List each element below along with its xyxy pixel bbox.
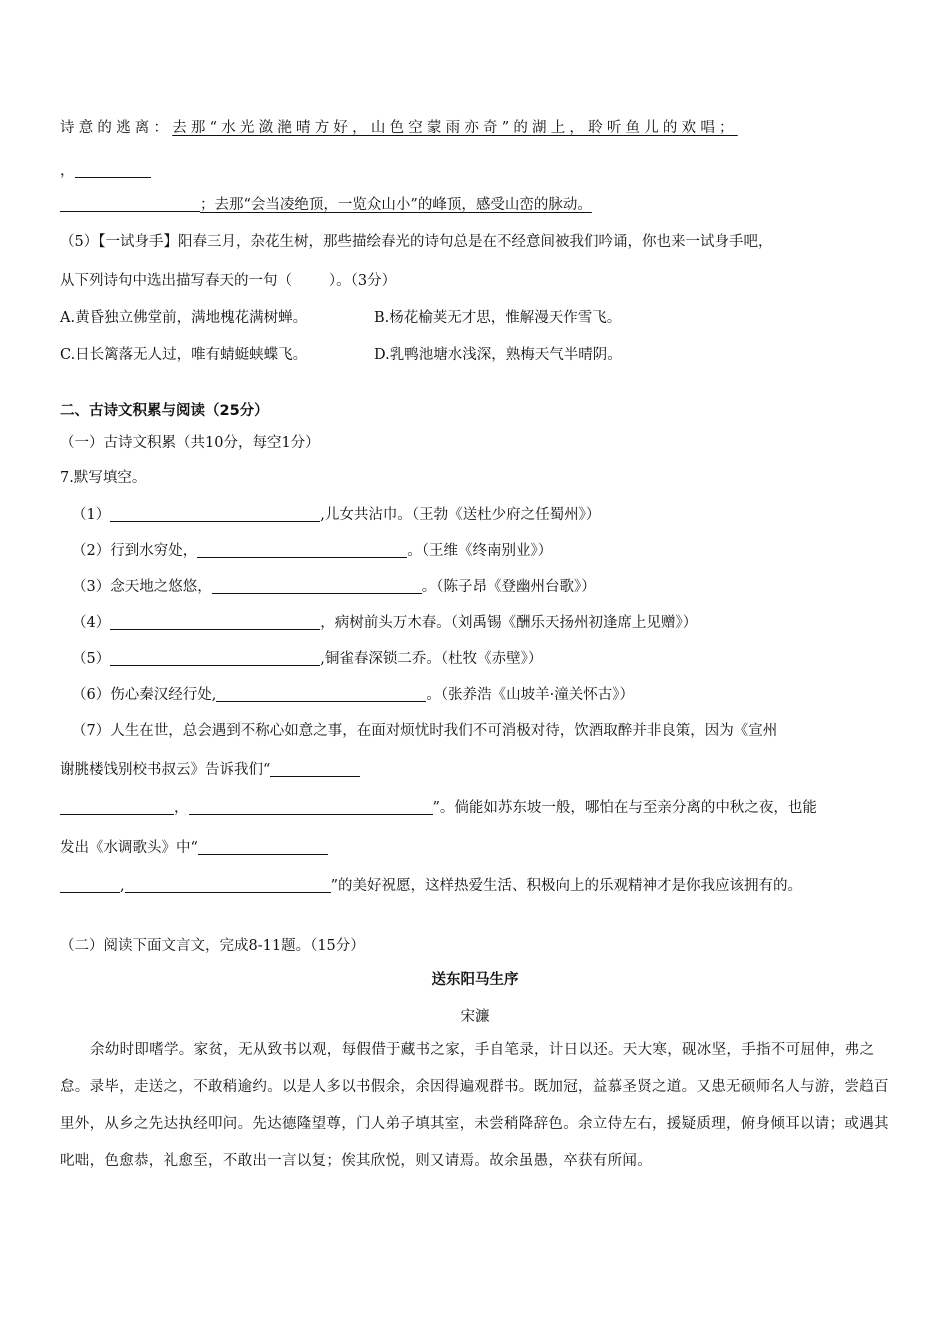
q7-item-2: （2）行到水穷处， 。（王维《终南别业》） [72, 543, 553, 559]
answer-blank[interactable] [110, 651, 320, 667]
answer-blank[interactable] [197, 543, 407, 559]
section-2-title: 二、古诗文积累与阅读（25分） [60, 403, 269, 419]
q7-item-7-line3: ， ”。倘能如苏东坡一般，哪怕在与至亲分离的中秋之夜，也能 [60, 796, 817, 817]
q6-5-prompt-line2: 从下列诗句中选出描写春天的一句（ ）。（3分） [60, 273, 397, 289]
option-b[interactable]: B.杨花榆荚无才思，惟解漫天作雪飞。 [374, 310, 622, 326]
answer-blank[interactable] [189, 800, 433, 816]
q7-item-3: （3）念天地之悠悠， 。（陈子昂《登幽州台歌》） [72, 579, 596, 595]
q7-item-5: （5） ,铜雀春深锁二乔。（杜牧《赤壁》） [72, 651, 543, 667]
answer-blank[interactable] [125, 878, 331, 894]
answer-blank[interactable] [198, 840, 328, 856]
q7-item-7-line4: 发出《水调歌头》中“ [60, 836, 328, 857]
section-2-sub2: （二）阅读下面文言文，完成8-11题。（15分） [60, 938, 365, 954]
answer-blank[interactable] [216, 687, 426, 703]
answer-blank[interactable] [75, 163, 151, 179]
q6-poetic-line1: 诗意的逃离：去那“水光潋滟晴方好，山色空蒙雨亦奇”的湖上，聆听鱼儿的欢唱； [60, 120, 738, 136]
answer-blank[interactable] [110, 507, 320, 523]
passage-author: 宋濂 [460, 1009, 490, 1025]
section-2-sub1: （一）古诗文积累（共10分，每空1分） [60, 435, 320, 451]
option-c[interactable]: C.日长篱落无人过，唯有蜻蜓蛱蝶飞。 [60, 347, 308, 363]
passage-text: 余幼时即嗜学。家贫，无从致书以观，每假借于藏书之家，手自笔录，计日以还。天大寒，砚冰坚，手指不可屈伸，弗之怠。录毕，走送之，不敢稍逾约。以是人多以书假余，余因得遍观群书。既加冠，益慕圣贤之道。又患无硕师名人与游，尝趋百里外，从乡之先达执经叩问。先达德隆望尊，门人弟子填其室，未尝稍降辞色。余立侍左右，援疑质理，俯身倾耳以请；或遇其叱咄，色愈恭，礼愈至，不敢出一言以复；俟其欣悦，则又请焉。故余虽愚，卒获有所闻。 [60, 1042, 889, 1169]
q6-poetic-line3: ；去那“会当凌绝顶，一览众山小”的峰顶，感受山峦的脉动。 [60, 193, 592, 214]
q7-item-7-line5: , ”的美好祝愿，这样热爱生活、积极向上的乐观精神才是你我应该拥有的。 [60, 874, 802, 895]
answer-blank[interactable] [110, 615, 320, 631]
passage-title: 送东阳马生序 [431, 972, 519, 988]
answer-blank[interactable] [60, 197, 200, 213]
q6-5-prompt-line1: （5）【一试身手】阳春三月，杂花生树，那些描绘春光的诗句总是在不经意间被我们吟诵，你也来一试身手吧， [60, 234, 773, 250]
option-d[interactable]: D.乳鸭池塘水浅深，熟梅天气半晴阴。 [374, 347, 622, 363]
q6-poetic-line2: ， [60, 159, 151, 180]
answer-blank[interactable] [60, 800, 174, 816]
q7-item-7-line1: （7）人生在世，总会遇到不称心如意之事，在面对烦忧时我们不可消极对待，饮酒取醉并非良策，因为《宣州 [72, 723, 778, 739]
q7-item-6: （6）伤心秦汉经行处, 。（张养浩《山坡羊·潼关怀古》） [72, 687, 634, 703]
q7-item-1: （1） ,儿女共沾巾。（王勃《送杜少府之任蜀州》） [72, 507, 601, 523]
q7-title: 7.默写填空。 [60, 470, 147, 486]
q7-item-7-line2: 谢朓楼饯别校书叔云》告诉我们“ [60, 758, 360, 779]
option-a[interactable]: A.黄昏独立佛堂前，满地槐花满树蝉。 [60, 310, 308, 326]
answer-blank[interactable] [270, 762, 360, 778]
q7-item-4: （4） ，病树前头万木春。（刘禹锡《酬乐天扬州初逢席上见赠》） [72, 615, 698, 631]
answer-blank[interactable] [60, 878, 120, 894]
answer-blank[interactable] [212, 579, 422, 595]
q6-underlined-answer: 去那“水光潋滟晴方好，山色空蒙雨亦奇”的湖上，聆听鱼儿的欢唱； [172, 120, 738, 136]
